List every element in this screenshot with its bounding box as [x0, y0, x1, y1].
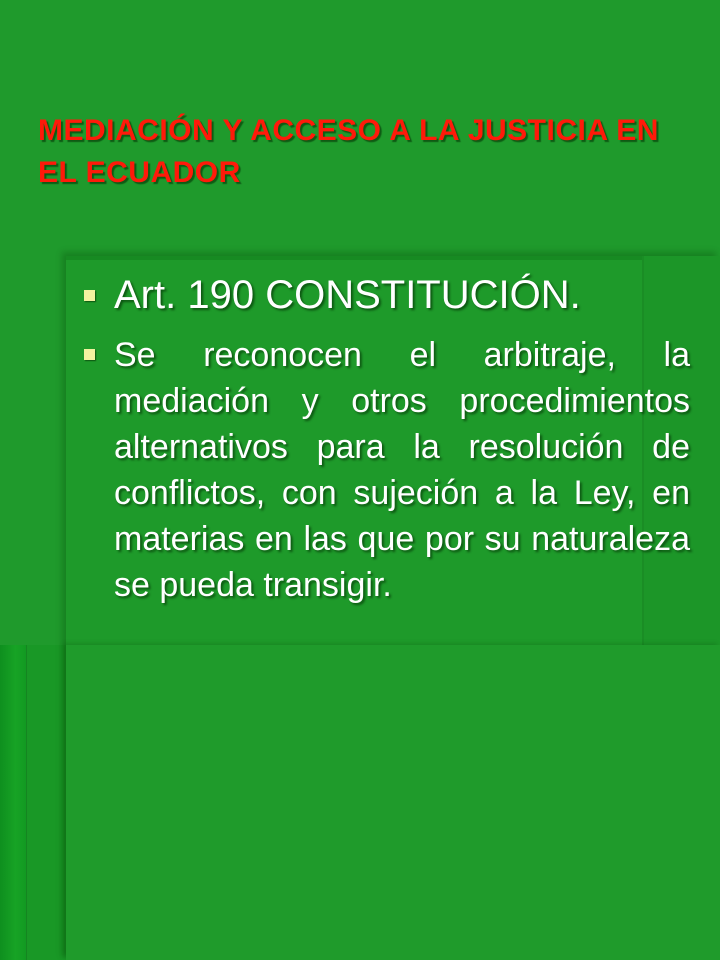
- decorative-panel-lower: [66, 645, 720, 960]
- bullet-text-body: Se reconocen el arbitraje, la mediación y otros procedimientos alternativos para la resolución de conflictos, con sujeción a la Ley, en materias en las que por su naturaleza se pueda transigir.: [114, 336, 690, 604]
- bullet-item-article: [80, 268, 690, 322]
- slide-content: [80, 268, 690, 608]
- decorative-panel-top-strip: [66, 256, 642, 260]
- decorative-panel-left: [0, 645, 26, 960]
- bullet-item-text: [80, 332, 690, 608]
- bullet-text-article: Art. 190 CONSTITUCIÓN.: [114, 273, 581, 317]
- square-bullet-icon: [84, 290, 95, 301]
- decorative-panel-left-inner: [26, 645, 68, 960]
- slide-title: MEDIACIÓN Y ACCESO A LA JUSTICIA EN EL ECUADOR: [38, 114, 659, 189]
- square-bullet-icon: [84, 349, 95, 360]
